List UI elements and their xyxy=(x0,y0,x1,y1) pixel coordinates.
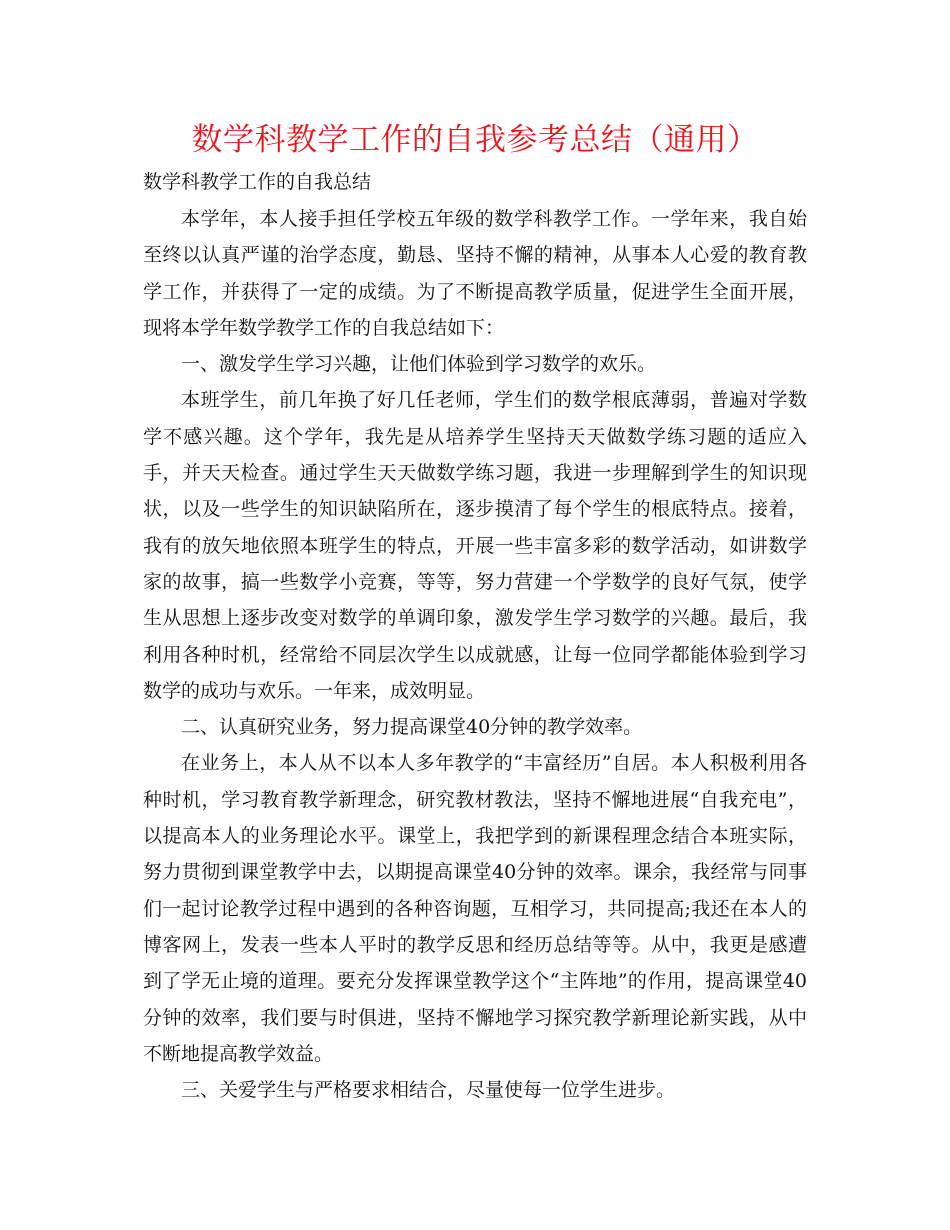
section-heading-3: 三、关爱学生与严格要求相结合，尽量使每一位学生进步。 xyxy=(181,1079,676,1102)
paragraph-section-1: 本班学生，前几年换了好几任老师，学生们的数学根底薄弱，普遍对学数学不感兴趣。这个学年，我先是从培养学生坚持天天做数学练习题的适应入手，并天天检查。通过学生天天做数学练习题，我进一步理解到学生的知识现状，以及一些学生的知识缺陷所在，逐步摸清了每个学生的根底特点。接着，我有的放矢地依照本班学生的特点，开展一些丰富多彩的数学活动，如讲数学家的故事，搞一些数学小竞赛，等等，努力营建一个学数学的良好气氛，使学生从思想上逐步改变对数学的单调印象，激发学生学习数学的兴趣。最后，我利用各种时机，经常给不同层次学生以成就感，让每一位同学都能体验到学习数学的成功与欢乐。一年来，成效明显。 xyxy=(143,389,807,702)
document-title: 数学科教学工作的自我参考总结（通用） xyxy=(191,122,759,158)
paragraph-intro: 本学年，本人接手担任学校五年级的数学科教学工作。一学年来，我自始至终以认真严谨的治学态度，勤恳、坚持不懈的精神，从事本人心爱的教育教学工作，并获得了一定的成绩。为了不断提高教学质量，促进学生全面开展，现将本学年数学教学工作的自我总结如下： xyxy=(143,208,807,339)
section-heading-2: 二、认真研究业务，努力提高课堂40分钟的教学效率。 xyxy=(181,716,643,739)
section-heading-1: 一、激发学生学习兴趣，让他们体验到学习数学的欢乐。 xyxy=(181,353,657,376)
paragraph-section-2: 在业务上，本人从不以本人多年教学的“丰富经历”自居。本人积极利用各种时机，学习教育教学新理念，研究教材教法，坚持不懈地进展“自我充电”，以提高本人的业务理论水平。课堂上，我把学到的新课程理念结合本班实际，努力贯彻到课堂教学中去，以期提高课堂40分钟的效率。课余，我经常与同事们一起讨论教学过程中遇到的各种咨询题，互相学习，共同提高;我还在本人的博客网上，发表一些本人平时的教学反思和经历总结等等。从中，我更是感遭到了学无止境的道理。要充分发挥课堂教学这个“主阵地”的作用，提高课堂40分钟的效率，我们要与时俱进，坚持不懈地学习探究教学新理论新实践，从中不断地提高教学效益。 xyxy=(143,752,807,1065)
document-subtitle: 数学科教学工作的自我总结 xyxy=(143,171,372,193)
document-body xyxy=(143,201,807,1108)
